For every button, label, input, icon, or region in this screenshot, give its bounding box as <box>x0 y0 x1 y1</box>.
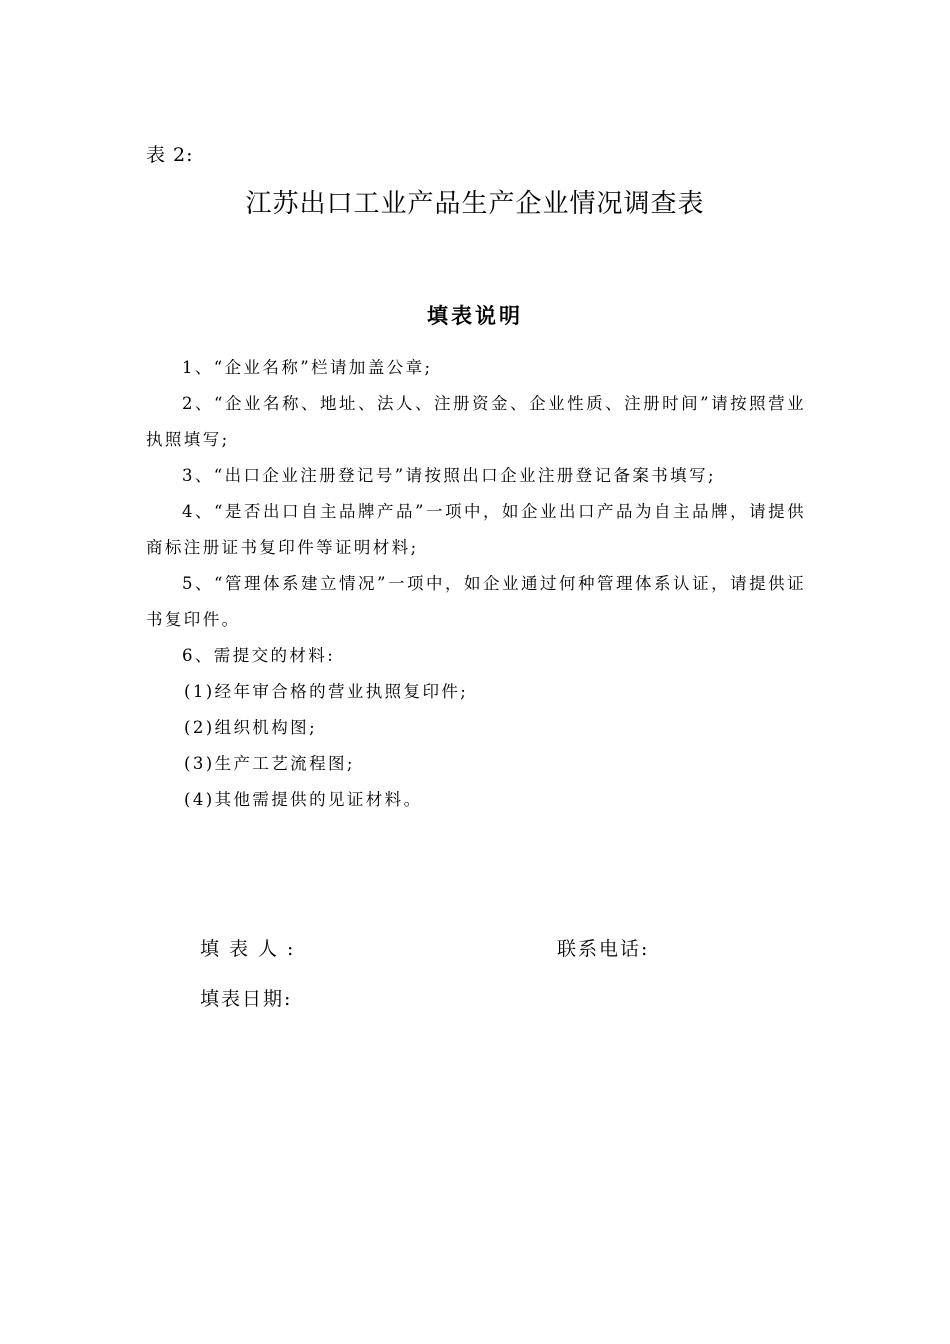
material-item: (3)生产工艺流程图; <box>184 754 355 773</box>
fill-date-label: 填表日期: <box>200 988 293 1010</box>
material-item: (1)经年审合格的营业执照复印件; <box>184 682 469 701</box>
material-item: (2)组织机构图; <box>184 718 318 737</box>
instruction-item: 2、“企业名称、地址、法人、注册资金、企业性质、注册时间”请按照营业执照填写; <box>146 394 806 449</box>
instruction-item: 4、“是否出口自主品牌产品”一项中，如企业出口产品为自主品牌，请提供商标注册证书复印件等证明材料; <box>146 502 806 557</box>
instruction-item: 1、“企业名称”栏请加盖公章; <box>182 358 433 377</box>
instruction-item: 6、需提交的材料: <box>182 646 336 665</box>
table-number-label: 表 2: <box>146 144 194 166</box>
instruction-item: 5、“管理体系建立情况”一项中，如企业通过何种管理体系认证，请提供证书复印件。 <box>146 574 806 629</box>
document-title: 江苏出口工业产品生产企业情况调查表 <box>245 189 705 219</box>
instructions-list <box>146 350 806 818</box>
phone-label: 联系电话: <box>557 938 650 960</box>
material-item: (4)其他需提供的见证材料。 <box>184 790 423 809</box>
instruction-item: 3、“出口企业注册登记号”请按照出口企业注册登记备案书填写; <box>182 466 716 485</box>
filler-label: 填表人: <box>200 938 304 960</box>
instructions-heading: 填表说明 <box>427 304 523 328</box>
